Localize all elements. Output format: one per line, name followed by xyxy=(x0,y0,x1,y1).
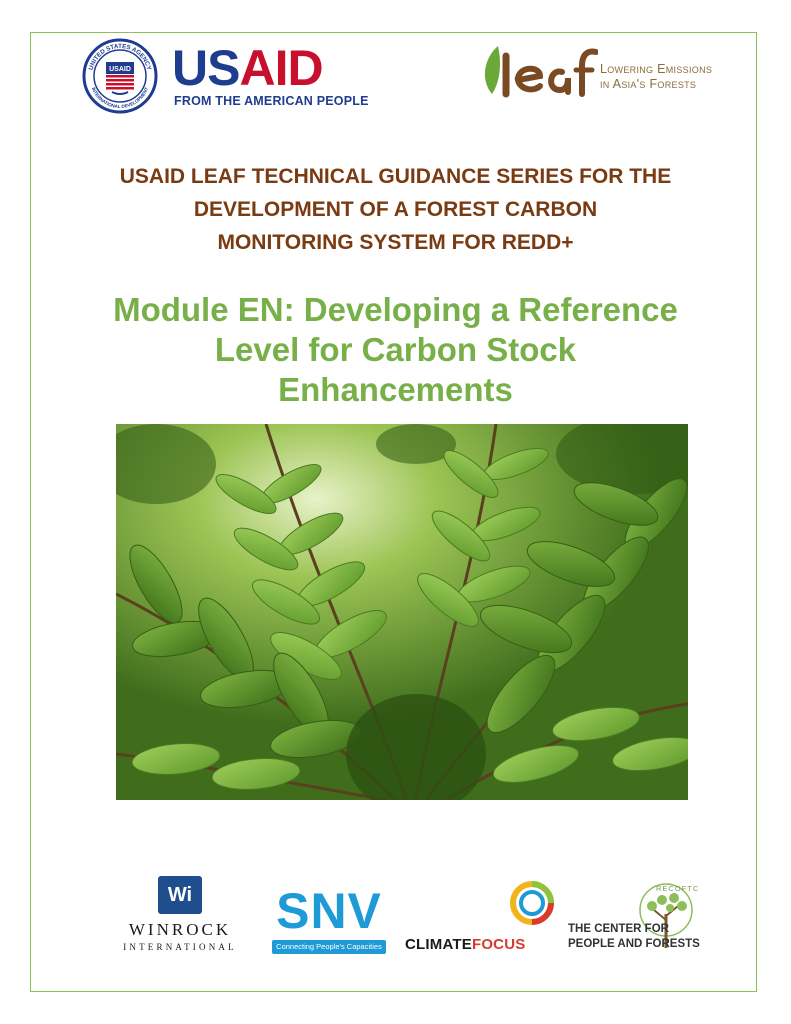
usaid-logo xyxy=(82,38,369,114)
leaf-tagline-line2: in Asia's Forests xyxy=(600,77,697,91)
seal-text-top: UNITED STATES AGENCY xyxy=(87,42,153,71)
climatefocus-wordmark: CLIMATEFOCUS xyxy=(405,936,526,953)
winrock-mark-icon: Wi xyxy=(158,876,202,914)
series-title xyxy=(60,160,731,259)
series-title-line3: MONITORING SYSTEM FOR REDD+ xyxy=(217,231,574,254)
recoftc-abbr: RECOFTC xyxy=(656,884,700,893)
snv-logo xyxy=(270,884,388,956)
leaf-logo xyxy=(478,40,738,100)
recoftc-logo xyxy=(568,880,708,960)
series-title-line1: USAID LEAF TECHNICAL GUIDANCE SERIES FOR THE xyxy=(119,165,672,188)
usaid-wordmark: USAID xyxy=(172,40,323,96)
usaid-seal-icon xyxy=(82,38,158,114)
seal-center-text: USAID xyxy=(109,66,131,73)
leaf-tagline-line1: Lowering Emissions xyxy=(600,62,713,76)
fern-leaves-icon xyxy=(116,424,688,800)
recoftc-name-line2: PEOPLE AND FORESTS xyxy=(568,938,700,950)
climatefocus-logo xyxy=(405,880,537,956)
leaf-tagline xyxy=(600,62,712,92)
recoftc-name xyxy=(568,922,700,952)
usaid-tagline: FROM THE AMERICAN PEOPLE xyxy=(174,94,369,108)
snv-wordmark: SNV xyxy=(276,883,382,939)
winrock-name: WINROCK xyxy=(128,920,232,939)
climatefocus-ring-icon xyxy=(509,880,555,926)
module-title xyxy=(60,290,731,410)
leaf-wordmark-icon xyxy=(478,40,598,100)
series-title-line2: DEVELOPMENT OF A FOREST CARBON xyxy=(193,198,598,221)
winrock-logo xyxy=(112,876,248,960)
recoftc-name-line1: THE CENTER FOR xyxy=(568,923,669,935)
module-title-line2: Level for Carbon Stock xyxy=(214,331,577,368)
cover-photo xyxy=(116,424,688,800)
winrock-sub: INTERNATIONAL xyxy=(123,942,237,952)
snv-tagline: Connecting People's Capacities xyxy=(272,940,386,954)
module-title-line3: Enhancements xyxy=(278,371,513,408)
module-title-line1: Module EN: Developing a Reference xyxy=(113,291,678,328)
seal-text-bottom: INTERNATIONAL DEVELOPMENT xyxy=(90,86,150,110)
